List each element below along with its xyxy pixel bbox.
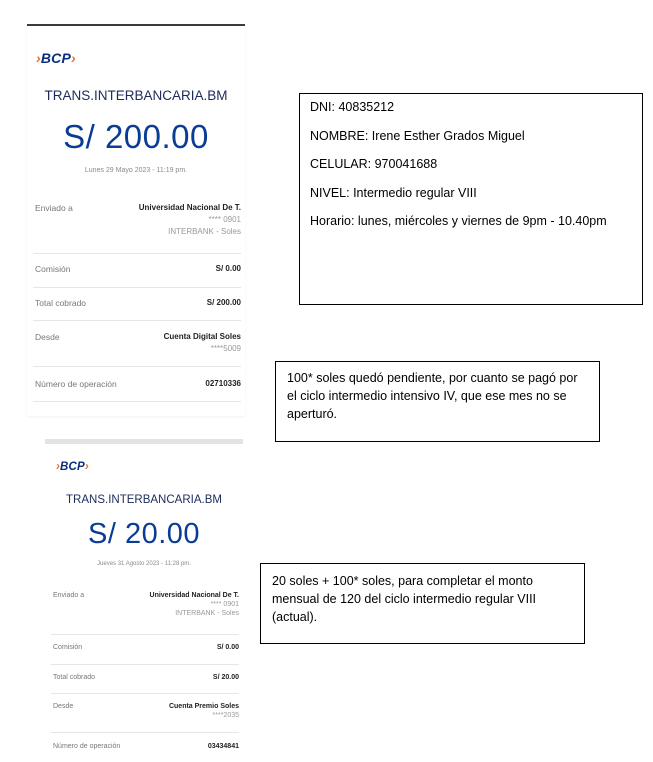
total-label: Total cobrado	[35, 298, 87, 308]
from-account-name: Cuenta Digital Soles	[163, 332, 241, 341]
operation-number: 02710336	[205, 379, 241, 388]
divider	[51, 634, 239, 635]
total-value: S/ 200.00	[206, 298, 241, 307]
recipient-bank: INTERBANK - Soles	[168, 227, 241, 236]
total-value: S/ 20.00	[212, 674, 239, 681]
from-label: Desde	[35, 332, 60, 342]
divider	[33, 320, 241, 321]
commission-label: Comisión	[35, 264, 71, 274]
sent-to-label: Enviado a	[35, 203, 73, 213]
sent-to-label: Enviado a	[53, 592, 85, 599]
transfer-type-title: TRANS.INTERBANCARIA.BM	[44, 88, 228, 103]
operation-number: 03434841	[207, 743, 239, 750]
recipient-account: **** 0901	[210, 601, 239, 608]
from-account-number: ****5009	[210, 344, 241, 353]
sent-to-row	[53, 592, 239, 626]
from-account-number: ****2035	[212, 712, 239, 719]
commission-label: Comisión	[53, 644, 83, 651]
phone-text: CELULAR: 970041688	[310, 157, 438, 171]
bcp-logo: ›BCP›	[56, 461, 89, 473]
student-info-box	[299, 93, 643, 305]
transfer-date: Lunes 29 Mayo 2023 - 11:19 pm.	[84, 167, 188, 174]
divider	[51, 664, 239, 665]
note-monthly-completion: 20 soles + 100* soles, para completar el monto mensual de 120 del ciclo intermedio regular VIII (actual).	[260, 563, 585, 644]
schedule-text: Horario: lunes, miércoles y viernes de 9pm - 10.40pm	[310, 214, 607, 228]
from-label: Desde	[53, 703, 74, 710]
sent-to-row	[35, 203, 241, 243]
transfer-type-title: TRANS.INTERBANCARIA.BM	[66, 494, 222, 506]
recipient-account: **** 0901	[208, 215, 241, 224]
bcp-logo: ›BCP›	[36, 50, 76, 66]
operation-label: Número de operación	[35, 379, 117, 389]
divider	[33, 253, 241, 254]
divider	[33, 401, 241, 402]
level-text: NIVEL: Intermedio regular VIII	[310, 185, 477, 200]
transfer-amount: S/ 20.00	[87, 518, 201, 550]
divider	[51, 732, 239, 733]
receipt-1	[27, 24, 245, 416]
recipient-name: Universidad Nacional De T.	[138, 203, 241, 212]
note-pending-payment: 100* soles quedó pendiente, por cuanto se pagó por el ciclo intermedio intensivo IV, que ese mes no se aperturó.	[275, 361, 600, 442]
commission-value: S/ 0.00	[215, 264, 241, 273]
receipt-2	[45, 439, 243, 762]
from-account-name: Cuenta Premio Soles	[168, 703, 239, 710]
divider	[33, 287, 241, 288]
commission-value: S/ 0.00	[216, 644, 239, 651]
transfer-date: Jueves 31 Agosto 2023 - 11:28 pm.	[97, 561, 191, 567]
recipient-bank: INTERBANK - Soles	[175, 610, 239, 617]
divider	[51, 693, 239, 694]
divider	[33, 366, 241, 367]
transfer-amount: S/ 200.00	[63, 118, 209, 155]
name-text: NOMBRE: Irene Esther Grados Miguel	[310, 128, 525, 143]
total-label: Total cobrado	[53, 674, 96, 681]
dni-text: DNI: 40835212	[310, 100, 395, 114]
operation-label: Número de operación	[53, 743, 121, 750]
recipient-name: Universidad Nacional De T.	[149, 592, 239, 599]
